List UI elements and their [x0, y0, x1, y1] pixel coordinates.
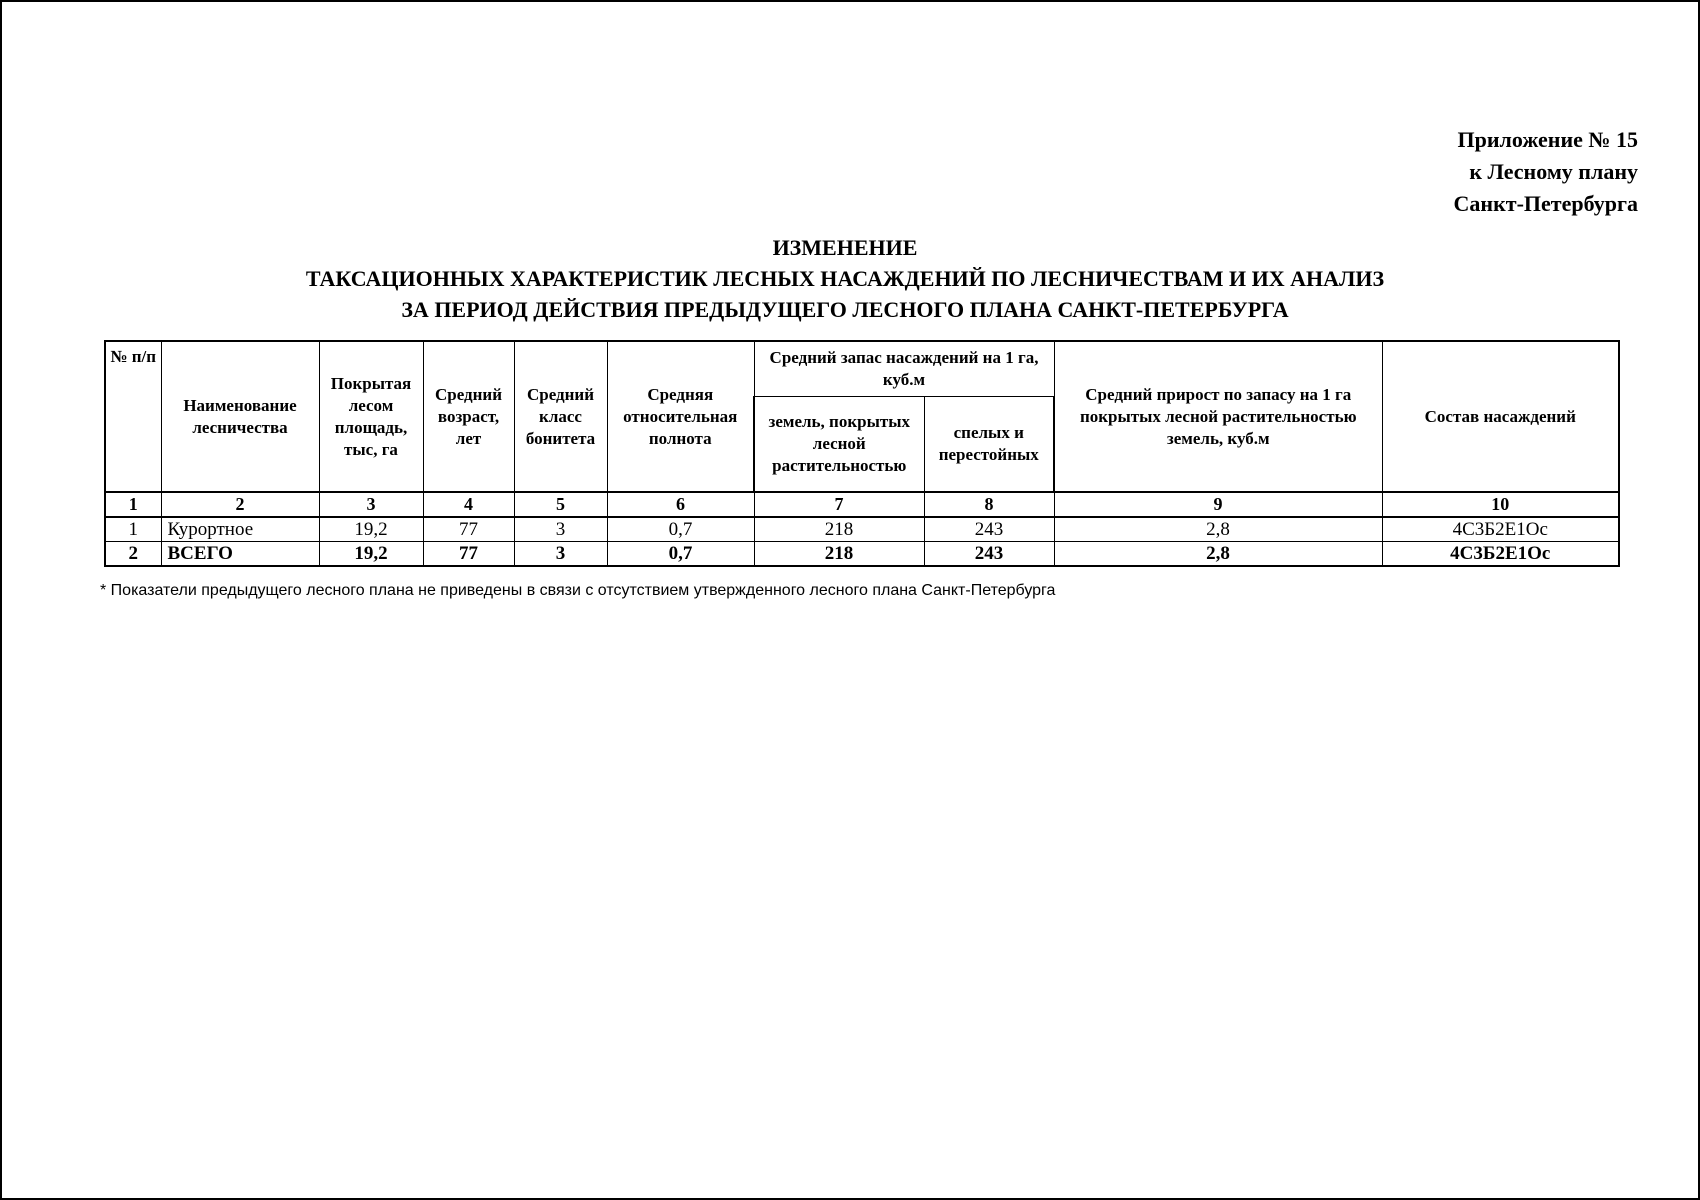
cell-composition: 4С3Б2Е1Ос — [1382, 517, 1619, 542]
column-number: 5 — [514, 492, 607, 517]
cell-composition: 4С3Б2Е1Ос — [1382, 542, 1619, 567]
header-stock-forest: земель, покрытых лесной растительностью — [754, 397, 924, 493]
footnote: * Показатели предыдущего лесного плана не приведены в связи с отсутствием утвержденного лесного плана Санкт-Петербурга — [100, 582, 1056, 599]
cell-density: 0,7 — [607, 542, 754, 567]
cell-bonitet: 3 — [514, 517, 607, 542]
cell-growth: 2,8 — [1054, 542, 1382, 567]
header-bonitet: Средний класс бонитета — [514, 341, 607, 492]
cell-name: ВСЕГО — [161, 542, 319, 567]
cell-stock-mature: 243 — [924, 517, 1054, 542]
appendix-note — [1454, 124, 1638, 220]
header-growth: Средний прирост по запасу на 1 га покрытых лесной растительностью земель, куб.м — [1054, 341, 1382, 492]
taxation-table — [104, 340, 1620, 567]
cell-age: 77 — [423, 542, 514, 567]
header-name: Наименование лесничества — [161, 341, 319, 492]
column-number: 10 — [1382, 492, 1619, 517]
title-line-3: ЗА ПЕРИОД ДЕЙСТВИЯ ПРЕДЫДУЩЕГО ЛЕСНОГО ПЛАНА САНКТ-ПЕТЕРБУРГА — [401, 297, 1289, 322]
title-line-1: ИЗМЕНЕНИЕ — [772, 235, 918, 260]
cell-num: 1 — [105, 517, 161, 542]
cell-stock-forest: 218 — [754, 542, 924, 567]
appendix-line-1: Приложение № 15 — [1457, 127, 1638, 152]
cell-age: 77 — [423, 517, 514, 542]
column-number: 2 — [161, 492, 319, 517]
cell-growth: 2,8 — [1054, 517, 1382, 542]
table-row — [105, 517, 1619, 542]
appendix-line-3: Санкт-Петербурга — [1453, 191, 1638, 216]
column-number-row — [105, 492, 1619, 517]
cell-area: 19,2 — [319, 542, 423, 567]
column-number: 9 — [1054, 492, 1382, 517]
cell-num: 2 — [105, 542, 161, 567]
column-number: 7 — [754, 492, 924, 517]
cell-stock-mature: 243 — [924, 542, 1054, 567]
header-stock-mature: спелых и перестойных — [924, 397, 1054, 493]
table-row-total — [105, 542, 1619, 567]
appendix-line-2: к Лесному плану — [1469, 159, 1638, 184]
cell-bonitet: 3 — [514, 542, 607, 567]
title-line-2: ТАКСАЦИОННЫХ ХАРАКТЕРИСТИК ЛЕСНЫХ НАСАЖДЕНИЙ ПО ЛЕСНИЧЕСТВАМ И ИХ АНАЛИЗ — [305, 266, 1385, 291]
cell-stock-forest: 218 — [754, 517, 924, 542]
column-number: 8 — [924, 492, 1054, 517]
header-num: № п/п — [105, 341, 161, 492]
header-density: Средняя относительная полнота — [607, 341, 754, 492]
column-number: 1 — [105, 492, 161, 517]
column-number: 3 — [319, 492, 423, 517]
header-area: Покрытая лесом площадь, тыс, га — [319, 341, 423, 492]
cell-area: 19,2 — [319, 517, 423, 542]
column-number: 4 — [423, 492, 514, 517]
document-title — [105, 232, 1585, 325]
header-age: Средний возраст, лет — [423, 341, 514, 492]
header-stock-group: Средний запас насаждений на 1 га, куб.м — [754, 341, 1054, 397]
cell-name: Курортное — [161, 517, 319, 542]
header-composition: Состав насаждений — [1382, 341, 1619, 492]
column-number: 6 — [607, 492, 754, 517]
cell-density: 0,7 — [607, 517, 754, 542]
